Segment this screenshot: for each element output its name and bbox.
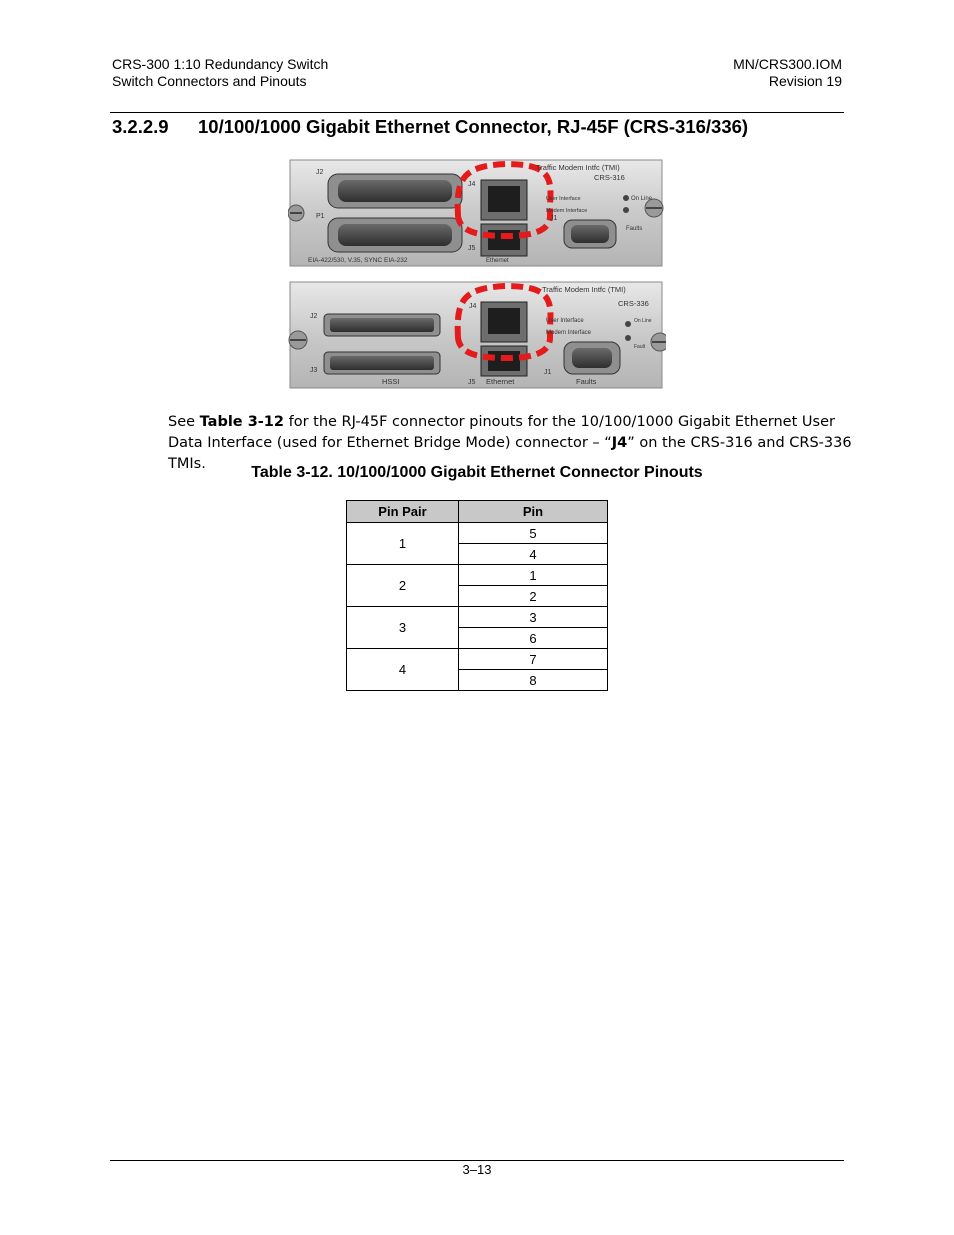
label-j5: J5 [468, 379, 476, 386]
table-row [347, 607, 608, 628]
fault-led-icon [623, 207, 629, 213]
pin-pair-cell: 4 [347, 649, 459, 691]
crs-316-panel [288, 160, 663, 266]
label-j1: J1 [544, 369, 552, 376]
online-led-icon [623, 195, 629, 201]
table-caption: Table 3-12. 10/100/1000 Gigabit Ethernet Connector Pinouts [251, 464, 703, 481]
pin-cell: 1 [459, 565, 608, 586]
pin-cell: 2 [459, 586, 608, 607]
page-number: 3–13 [462, 1162, 492, 1177]
pin-pair-cell: 2 [347, 565, 459, 607]
footer-rule [110, 1160, 844, 1161]
header-chapter: Switch Connectors and Pinouts [112, 73, 307, 89]
pin-cell: 4 [459, 544, 608, 565]
running-header-right [733, 56, 842, 90]
section-title: 10/100/1000 Gigabit Ethernet Connector, RJ-45F (CRS-316/336) [198, 116, 749, 137]
label-online: On Line [631, 196, 653, 202]
tmi-panels-figure [288, 158, 666, 390]
table-row [347, 523, 608, 544]
paragraph-mid: for the RJ-45F connector pinouts for the 10/100/1000 Gigabit Ethernet User Data Interface (used for Ethernet Bridge Mode) connector – “ [168, 414, 835, 451]
label-tmi: Traffic Modem Intfc (TMI) [536, 163, 620, 172]
label-faults: Faults [626, 226, 643, 232]
fault-led-icon [625, 335, 631, 341]
table-row [347, 565, 608, 586]
header-revision: Revision 19 [768, 73, 842, 89]
pinout-table [346, 500, 608, 691]
label-modem-interface: Modem Interface [546, 208, 588, 214]
label-j2: J2 [316, 169, 324, 176]
label-hssi: HSSI [382, 377, 400, 386]
label-user-interface: User Interface [546, 196, 581, 202]
label-j2: J2 [310, 313, 318, 320]
online-led-icon [625, 321, 631, 327]
pin-pair-cell: 3 [347, 607, 459, 649]
column-header-pin: Pin [459, 501, 608, 523]
paragraph-end: ” on the CRS-316 and CRS-336 TMIs. [168, 435, 852, 472]
header-doc-title: CRS-300 1:10 Redundancy Switch [112, 56, 329, 72]
label-j3: J3 [310, 367, 318, 374]
label-j1: J1 [550, 215, 558, 222]
label-faults: Faults [576, 377, 597, 386]
label-p1: P1 [316, 213, 325, 220]
label-fault: Fault [634, 344, 646, 350]
header-rule [110, 112, 844, 113]
connector-ref: J4 [611, 435, 628, 451]
label-tmi: Traffic Modem Intfc (TMI) [542, 285, 626, 294]
table-reference-link[interactable]: Table 3-12 [199, 414, 284, 430]
label-user-interface: User Interface [546, 318, 584, 324]
running-header-left [112, 56, 328, 90]
pin-cell: 7 [459, 649, 608, 670]
pin-pair-cell: 1 [347, 523, 459, 565]
label-j4: J4 [468, 181, 476, 188]
label-model: CRS-336 [618, 299, 649, 308]
label-ethernet: Ethernet [486, 377, 515, 386]
table-row [347, 649, 608, 670]
table-header-row [347, 501, 608, 523]
label-online: On Line [634, 318, 652, 324]
label-j4: J4 [469, 303, 477, 310]
paragraph-see: See [168, 414, 200, 430]
column-header-pin-pair: Pin Pair [347, 501, 459, 523]
section-number: 3.2.2.9 [112, 116, 169, 137]
pin-cell: 3 [459, 607, 608, 628]
label-interface-types: EIA-422/530, V.35, SYNC EIA-232 [308, 257, 408, 264]
section-heading [112, 116, 748, 138]
label-ethernet: Ethernet [486, 258, 509, 264]
label-j5: J5 [468, 245, 476, 252]
header-doc-id: MN/CRS300.IOM [733, 56, 842, 72]
tmi-panels-illustration [288, 158, 666, 390]
pin-cell: 6 [459, 628, 608, 649]
crs-336-panel [289, 282, 666, 388]
label-model: CRS-316 [594, 173, 625, 182]
pin-cell: 5 [459, 523, 608, 544]
label-modem-interface: Modem Interface [546, 330, 592, 336]
pin-cell: 8 [459, 670, 608, 691]
